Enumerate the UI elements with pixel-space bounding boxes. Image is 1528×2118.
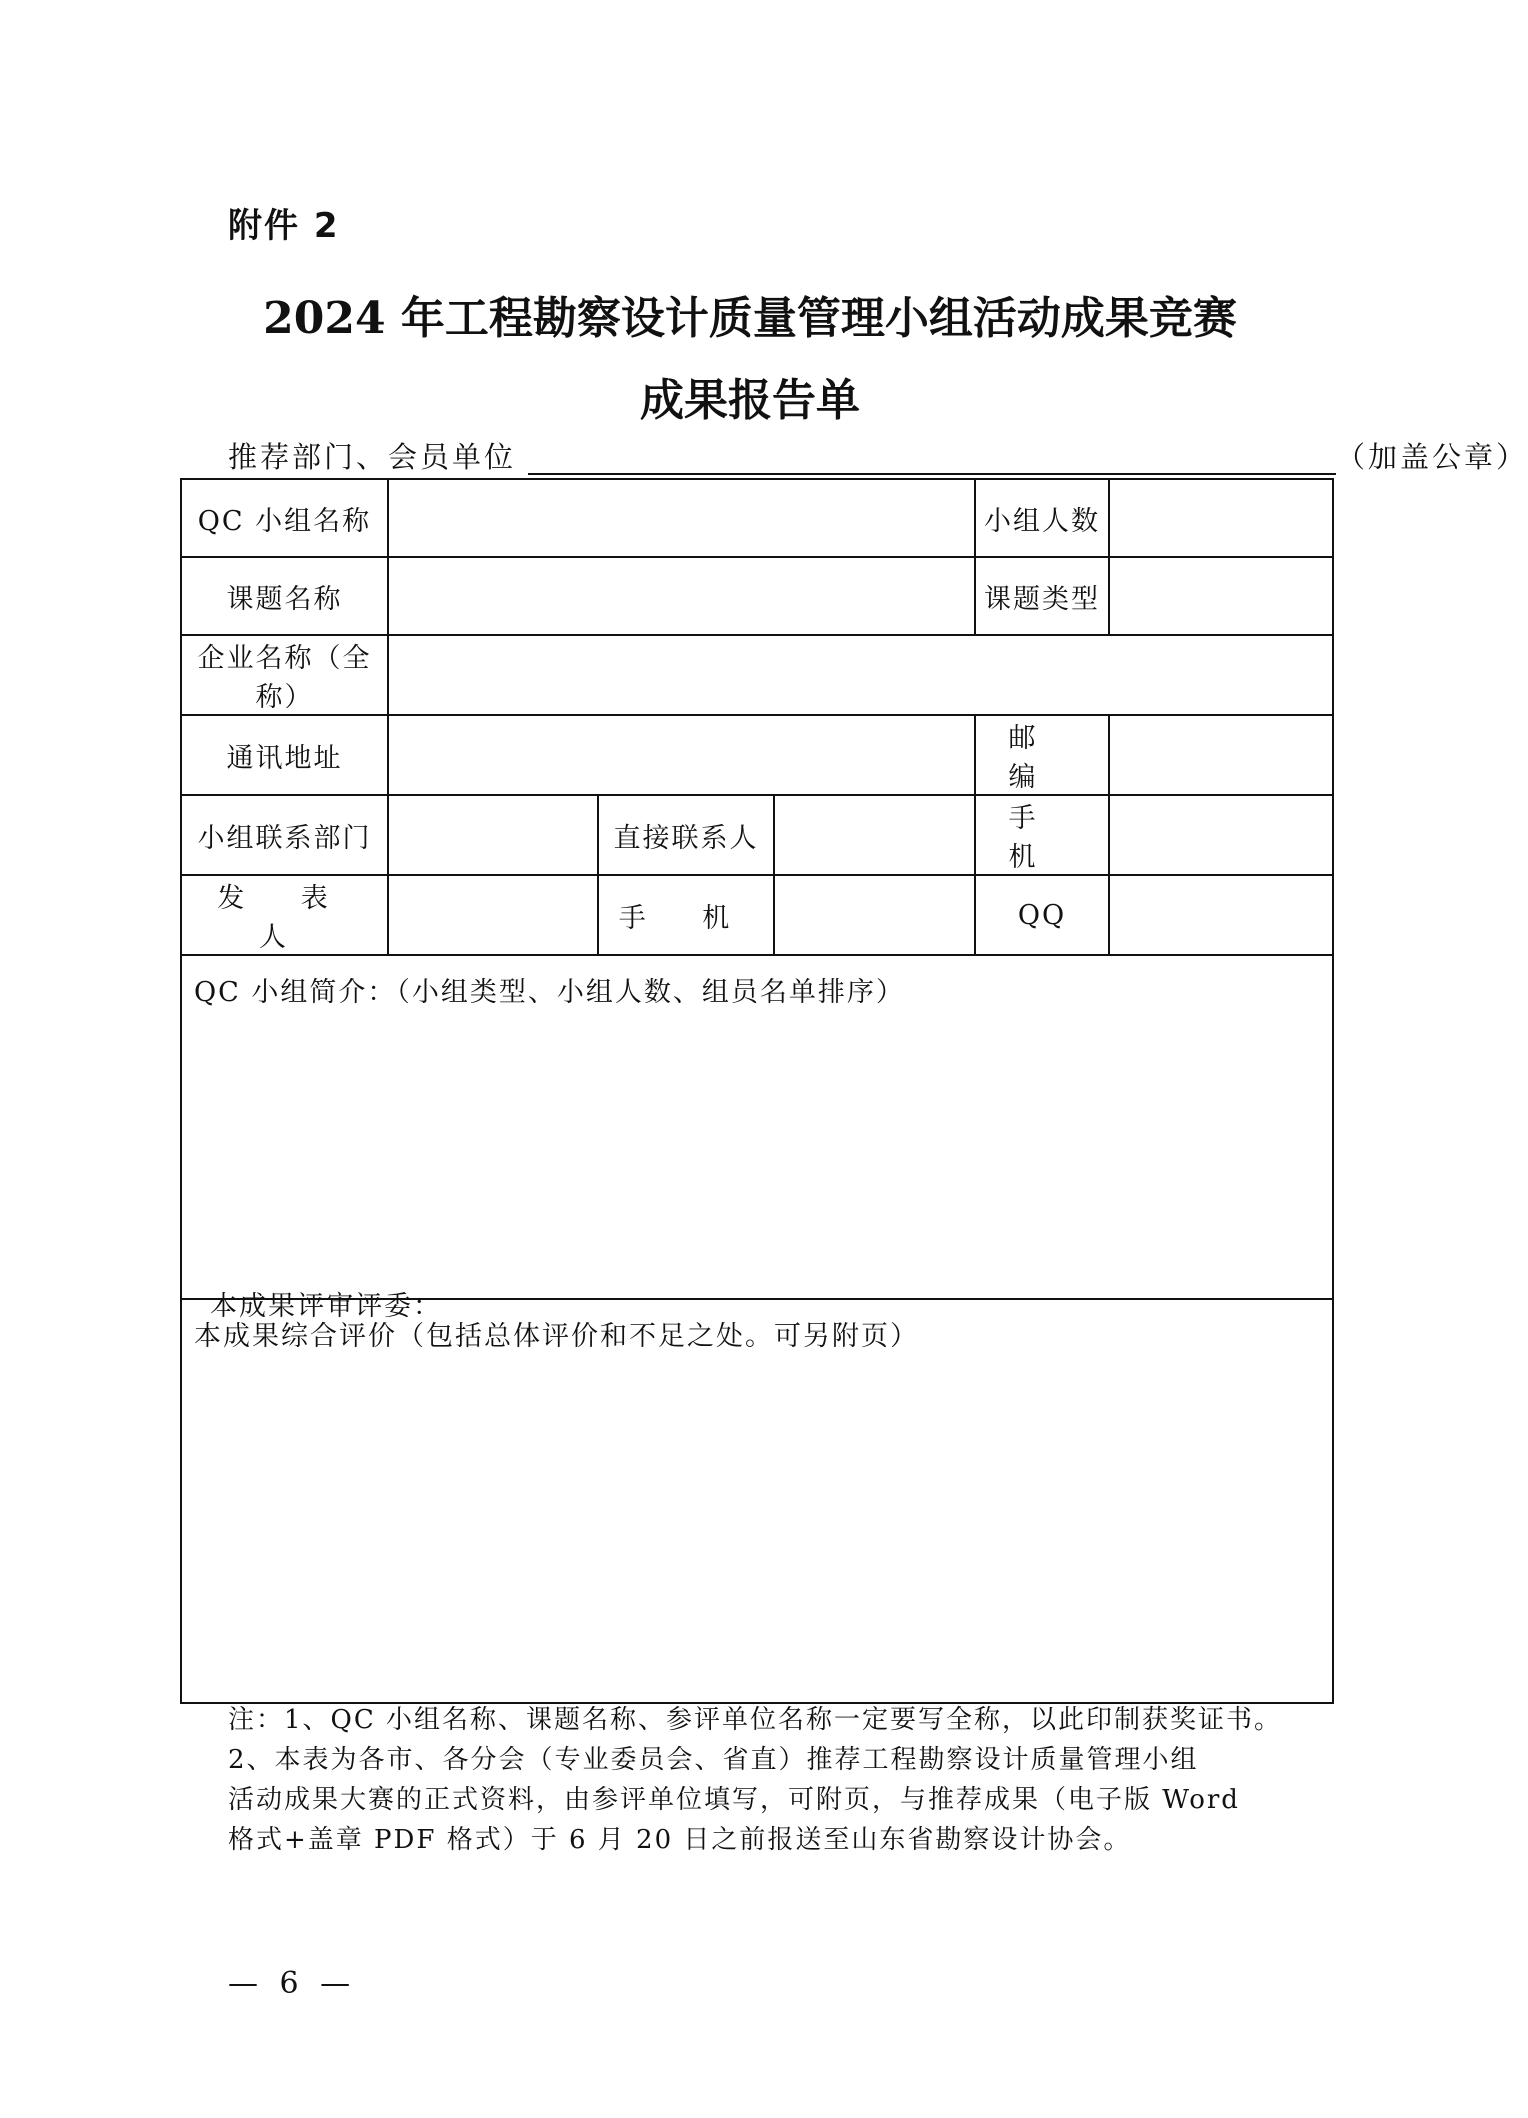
contact-dept-field[interactable] [388,795,598,875]
note-line-2: 2、本表为各市、各分会（专业委员会、省直）推荐工程勘察设计质量管理小组 [228,1745,1199,1775]
form-row-company [181,635,1333,715]
form-row-contact [181,795,1333,875]
contact-dept-label: 小组联系部门 [181,795,388,875]
address-field[interactable] [388,715,975,795]
qq-label: QQ [975,875,1109,955]
form-row-topic [181,557,1333,635]
document-title: 2024 年工程勘察设计质量管理小组活动成果竞赛 [263,293,1237,344]
stamp-note: （加盖公章） [1336,440,1528,474]
document-subtitle: 成果报告单 [640,375,860,426]
presenter-label: 发 表 人 [181,875,388,955]
group-size-field[interactable] [1109,479,1333,557]
mobile-label: 手 机 [975,795,1109,875]
recommend-label: 推荐部门、会员单位 [228,440,517,474]
note-line-1: 注：1、QC 小组名称、课题名称、参评单位名称一定要写全称，以此印制获奖证书。 [228,1705,1283,1735]
note-line-4: 格式+盖章 PDF 格式）于 6 月 20 日之前报送至山东省勘察设计协会。 [228,1825,1132,1855]
form-row-address [181,715,1333,795]
form-row-intro [181,955,1333,1299]
report-form [180,478,1334,1704]
topic-type-label: 课题类型 [975,557,1109,635]
attachment-label: 附件 2 [228,206,340,246]
recommend-row [228,435,1528,475]
qc-intro-box[interactable] [181,955,1333,1299]
evaluation-content [194,1291,1320,1353]
form-row-qc-group [181,479,1333,557]
note-line-3: 活动成果大赛的正式资料，由参评单位填写，可附页，与推荐成果（电子版 Word [228,1785,1240,1815]
topic-name-label: 课题名称 [181,557,388,635]
judges-label: 本成果评审评委： [210,1291,442,1322]
form-row-presenter [181,875,1333,955]
evaluation-box[interactable] [181,1291,1333,1703]
evaluation-label: 本成果综合评价（包括总体评价和不足之处。可另附页） [194,1321,919,1352]
topic-type-field[interactable] [1109,557,1333,635]
presenter-mobile-field[interactable] [774,875,975,955]
qc-group-name-field[interactable] [388,479,975,557]
postcode-field[interactable] [1109,715,1333,795]
qq-field[interactable] [1109,875,1333,955]
company-name-field[interactable] [388,635,1333,715]
form-row-evaluation [181,1299,1333,1703]
page-number: — 6 — [228,1966,357,2001]
direct-contact-field[interactable] [774,795,975,875]
qc-intro-label: QC 小组简介：（小组类型、小组人数、组员名单排序） [194,977,905,1008]
qc-group-name-label: QC 小组名称 [181,479,388,557]
mobile-field[interactable] [1109,795,1333,875]
topic-name-field[interactable] [388,557,975,635]
direct-contact-label: 直接联系人 [598,795,774,875]
notes [228,1700,1308,1860]
postcode-label: 邮 编 [975,715,1109,795]
recommend-fill-line[interactable] [528,473,1336,475]
company-name-label: 企业名称（全称） [181,635,388,715]
address-label: 通讯地址 [181,715,388,795]
presenter-mobile-label: 手 机 [598,875,774,955]
group-size-label: 小组人数 [975,479,1109,557]
presenter-field[interactable] [388,875,598,955]
